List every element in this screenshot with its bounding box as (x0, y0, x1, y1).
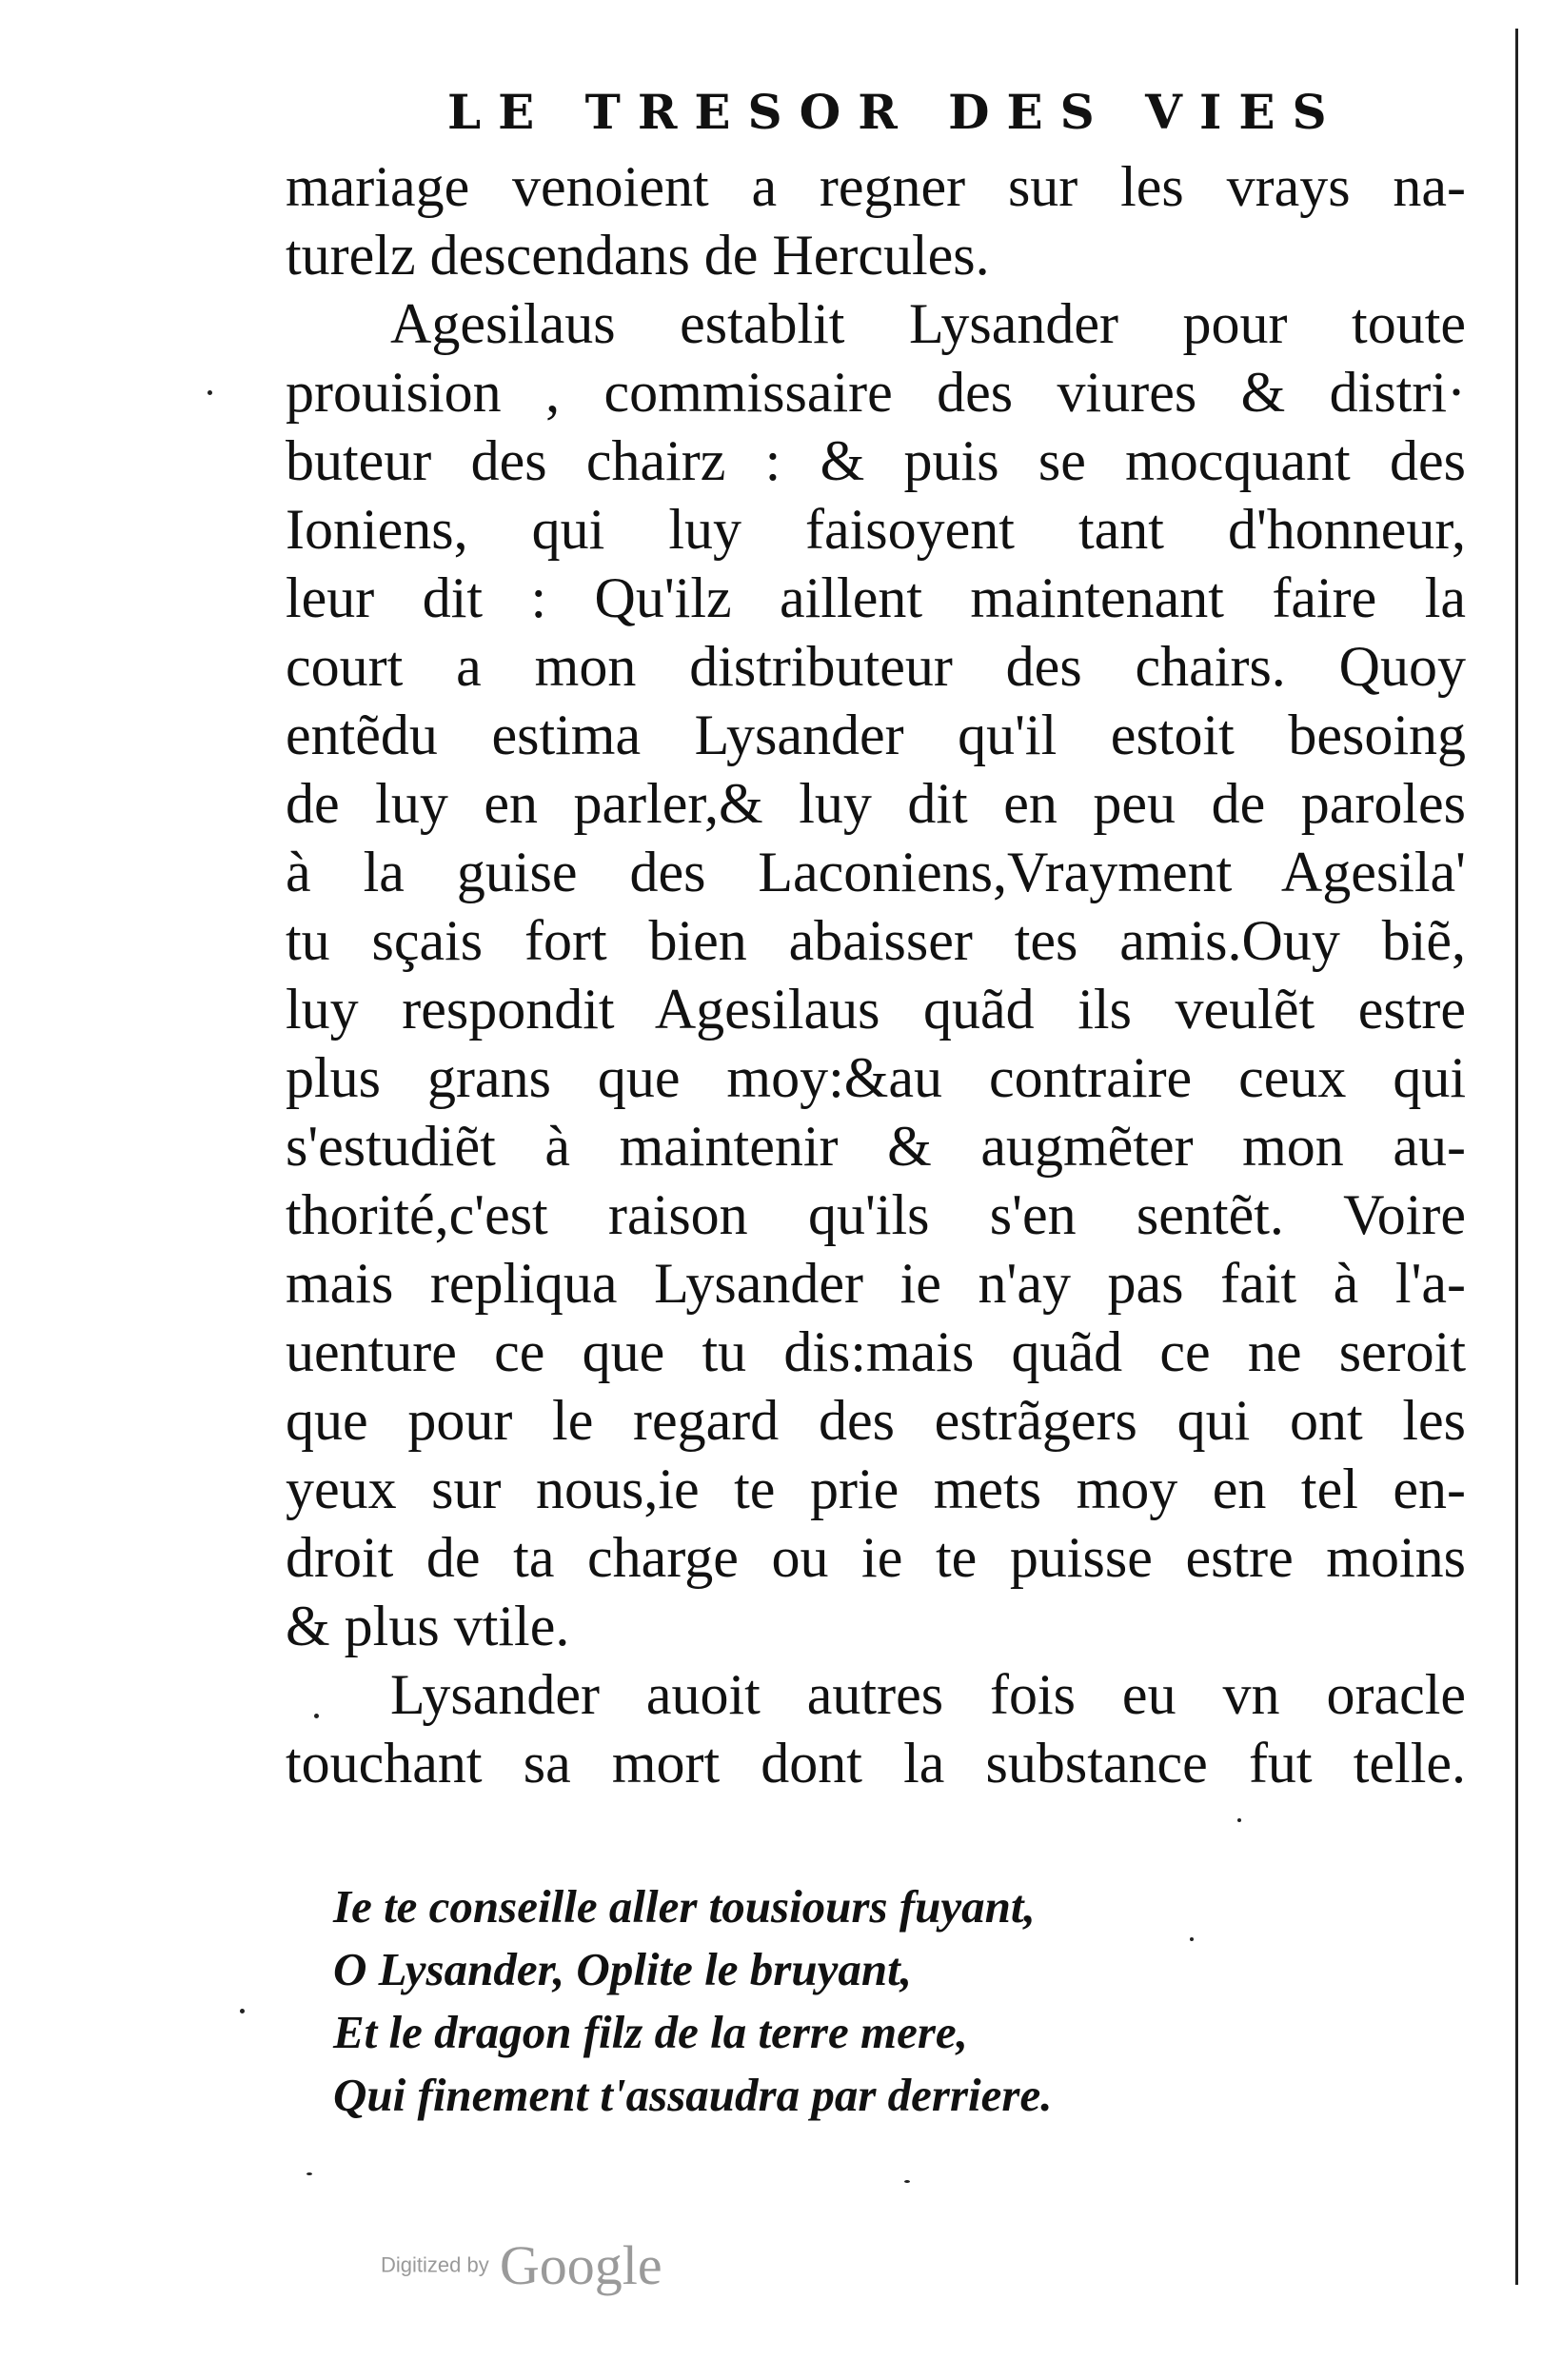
scan-speck (240, 2009, 245, 2013)
text-line: buteur des chairz : & puis se mocquant des (286, 429, 1466, 492)
text-line: tu sçais fort bien abaisser tes amis.Ouy biẽ, (286, 909, 1466, 972)
scan-speck (1190, 1937, 1194, 1941)
text-line: Lysander auoit autres fois eu vn oracle (390, 1663, 1466, 1726)
text-line: mariage venoient a regner sur les vrays na- (286, 155, 1466, 218)
page-edge-rule (1515, 29, 1518, 2285)
text-line: Agesilaus establit Lysander pour toute (390, 292, 1466, 355)
scan-speck (306, 2172, 312, 2175)
text-line: uenture ce que tu dis:mais quãd ce ne seroit (286, 1320, 1466, 1383)
text-line: leur dit : Qu'ilz aillent maintenant faire la (286, 566, 1466, 629)
text-line: yeux sur nous,ie te prie mets moy en tel en- (286, 1458, 1466, 1520)
text-line: & plus vtile. (286, 1595, 570, 1657)
digitization-watermark (381, 2233, 662, 2297)
scan-speck (904, 2180, 910, 2183)
text-line: court a mon distributeur des chairs. Quoy (286, 635, 1466, 698)
scan-speck (208, 390, 212, 395)
text-line: luy respondit Agesilaus quãd ils veulẽt estre (286, 978, 1466, 1041)
scan-speck (1237, 1818, 1241, 1822)
text-line: touchant sa mort dont la substance fut telle. (286, 1732, 1466, 1795)
verse-line: Ie te conseille aller tousiours fuyant, (333, 1880, 1036, 1933)
running-head: LE TRESOR DES VIES (447, 84, 1344, 140)
text-line: thorité,c'est raison qu'ils s'en sentẽt. Voire (286, 1183, 1466, 1246)
verse-line: O Lysander, Oplite le bruyant, (333, 1943, 912, 1995)
watermark-prefix: Digitized by (381, 2252, 489, 2277)
text-line: mais repliqua Lysander ie n'ay pas fait à l'a- (286, 1252, 1466, 1315)
text-line: turelz descendans de Hercules. (286, 224, 990, 287)
text-line: plus grans que moy:&au contraire ceux qui (286, 1046, 1466, 1109)
watermark-brand: Google (499, 2234, 662, 2296)
verse-block (333, 1875, 1247, 2127)
scan-speck (314, 1714, 319, 1718)
text-line: droit de ta charge ou ie te puisse estre moins (286, 1526, 1466, 1589)
text-line: de luy en parler,& luy dit en peu de paroles (286, 772, 1466, 835)
text-line: entẽdu estima Lysander qu'il estoit besoing (286, 704, 1466, 766)
verse-line: Qui finement t'assaudra par derriere. (333, 2069, 1053, 2121)
text-line: prouision , commissaire des viures & distri· (286, 361, 1466, 424)
text-line: que pour le regard des estrãgers qui ont les (286, 1389, 1466, 1452)
body-text (286, 152, 1466, 1797)
text-line: à la guise des Laconiens,Vrayment Agesila' (286, 841, 1466, 903)
text-line: s'estudiẽt à maintenir & augmẽter mon au- (286, 1115, 1466, 1178)
verse-line: Et le dragon filz de la terre mere, (333, 2006, 968, 2058)
text-line: Ioniens, qui luy faisoyent tant d'honneur, (286, 498, 1466, 561)
